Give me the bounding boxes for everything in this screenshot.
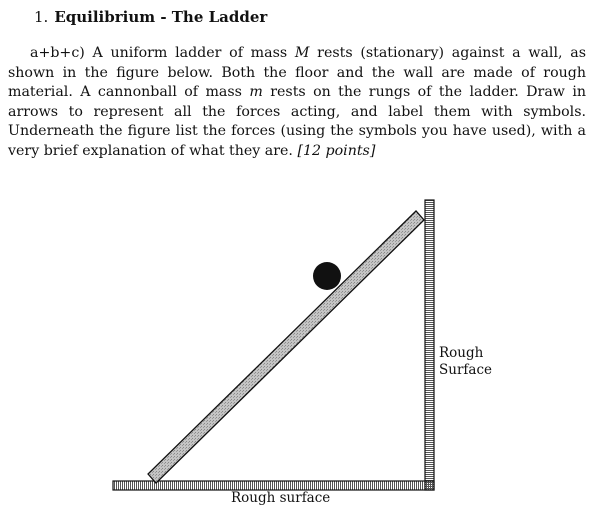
problem-number: 1. [34, 8, 49, 26]
statement-mid-2: rests on the rungs of the ladder. Draw in arrows to represent all the forces acting, and label them with symbols. Underneath the figure list the forces (using the symbols you have used), with a very brief explanation of what they are. [8, 84, 586, 159]
ladder-figure [0, 190, 600, 512]
problem-statement [8, 44, 586, 162]
cannonball [313, 262, 341, 290]
statement-lead: a+b+c) A uniform ladder of mass [30, 45, 295, 61]
statement-mid-1: rests (stationary) against a wall, as shown in the figure below. Both the floor and the wall are made of rough material. A cannonball of mass [8, 45, 586, 101]
floor-surface-label: Rough surface [231, 490, 331, 506]
ball-mass-symbol: m [249, 84, 263, 101]
problem-title: Equilibrium - The Ladder [54, 8, 268, 26]
wall [425, 200, 434, 490]
ladder [148, 211, 424, 483]
floor [113, 481, 434, 490]
problem-heading [34, 7, 267, 27]
wall-label-line-1: Rough [439, 345, 484, 361]
ladder-mass-symbol: M [294, 45, 310, 61]
wall-label-line-2: Surface [439, 362, 492, 378]
wall-surface-label [439, 345, 492, 379]
points-value: [12 points] [297, 142, 376, 159]
